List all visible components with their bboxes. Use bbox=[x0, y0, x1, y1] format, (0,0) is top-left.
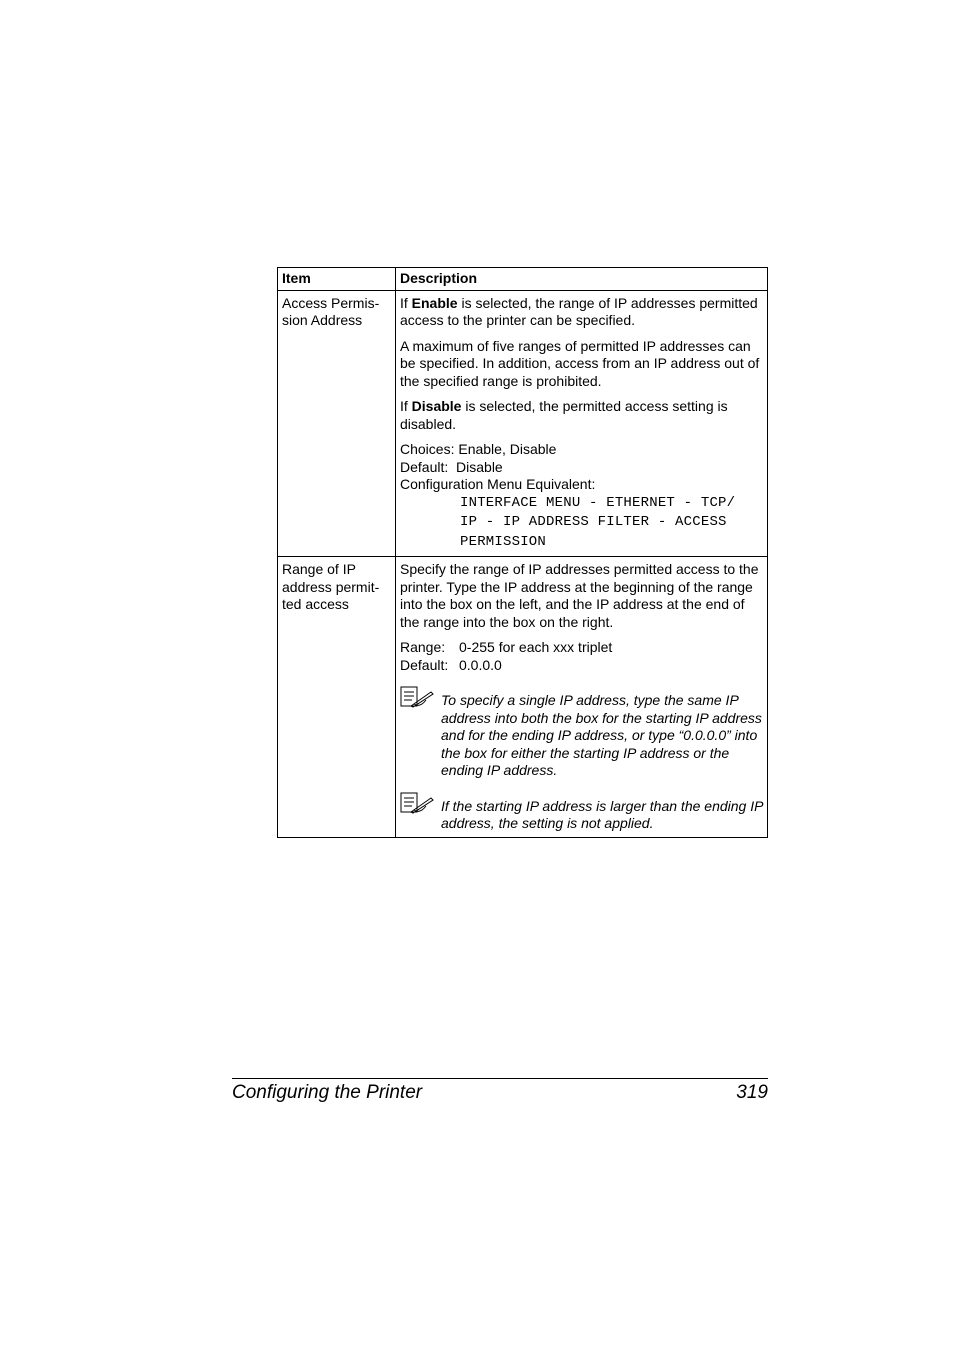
page-number: 319 bbox=[736, 1082, 768, 1103]
table-header-row bbox=[278, 268, 768, 291]
note-text: To specify a single IP address, type the same IP address into both the box for the starting IP address and for the ending IP address, or type “0.0.0.0” into the box for either the starting IP address or the ending IP address. bbox=[441, 692, 762, 778]
range-line: Range: 0-255 for each xxx triplet bbox=[400, 639, 613, 655]
note-icon bbox=[400, 686, 441, 780]
default-line: Default: Disable bbox=[400, 458, 503, 475]
disable-keyword: Disable bbox=[411, 398, 462, 414]
header-item: Item bbox=[278, 268, 396, 291]
table-row bbox=[278, 557, 768, 838]
header-description: Description bbox=[396, 268, 768, 291]
item-access-permission-address: Access Permis-sion Address bbox=[278, 290, 396, 557]
item-range-of-ip: Range of IP address permit-ted access bbox=[278, 557, 396, 838]
paragraph: If Enable is selected, the range of IP addresses permitted access to the printer can be specified. bbox=[400, 294, 758, 328]
menu-path: INTERFACE MENU - ETHERNET - TCP/ IP - IP ADDRESS FILTER - ACCESS PERMISSION bbox=[460, 494, 736, 550]
note bbox=[400, 686, 764, 780]
paragraph: A maximum of five ranges of permitted IP addresses can be specified. In addition, access from an IP address out of the specified range is prohibited. bbox=[400, 337, 760, 389]
footer-title: Configuring the Printer bbox=[232, 1082, 423, 1103]
enable-keyword: Enable bbox=[411, 294, 458, 311]
settings-table bbox=[277, 267, 768, 838]
config-menu-label: Configuration Menu Equivalent: bbox=[400, 476, 596, 492]
description-cell bbox=[396, 557, 768, 838]
paragraph: Specify the range of IP addresses permitted access to the printer. Type the IP address at the beginning of the range into the box on the left, and the IP address at the end of the range into the box on the right. bbox=[400, 561, 759, 630]
table-row bbox=[278, 290, 768, 557]
default-line: Default: 0.0.0.0 bbox=[400, 656, 502, 673]
note-icon bbox=[400, 792, 441, 833]
footer-divider bbox=[232, 1078, 768, 1079]
choices-line: Choices: Enable, Disable bbox=[400, 441, 557, 457]
note bbox=[400, 792, 764, 833]
description-cell bbox=[396, 290, 768, 557]
paragraph: If Disable is selected, the permitted access setting is disabled. bbox=[400, 398, 728, 432]
note-text: If the starting IP address is larger than the ending IP address, the setting is not applied. bbox=[441, 797, 763, 831]
